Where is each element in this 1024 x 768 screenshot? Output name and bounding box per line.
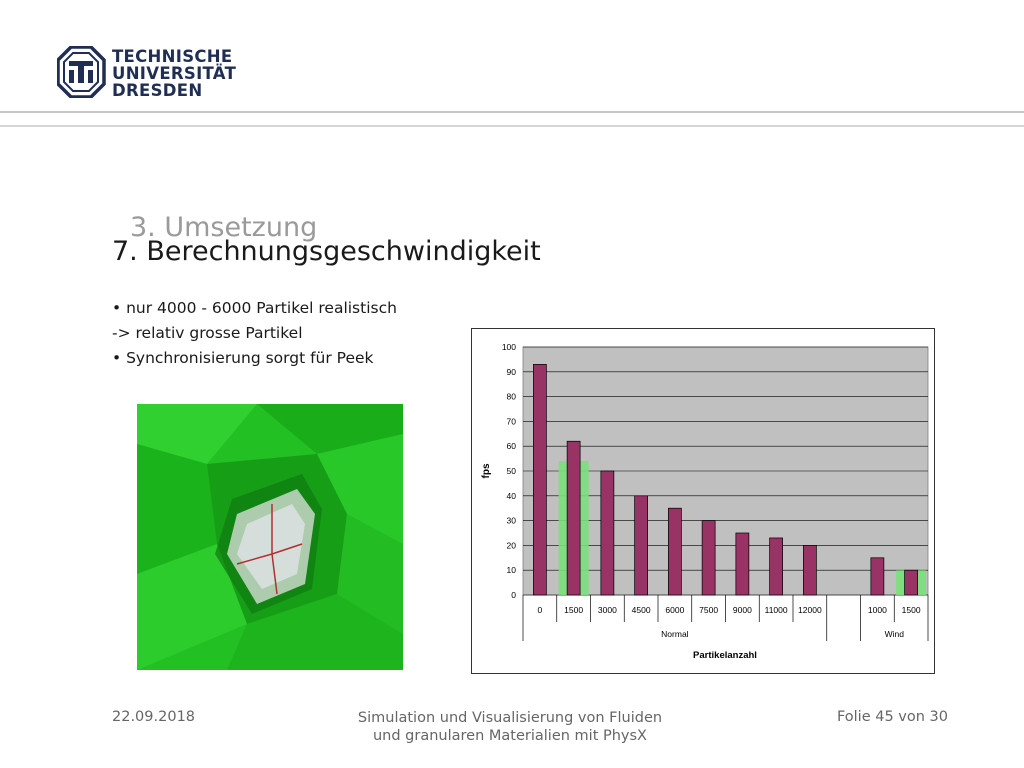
y-tick-label: 100 [501, 342, 516, 352]
footer-title-line-2: und granularen Materialien mit PhysX [372, 728, 647, 744]
x-tick-label: 1500 [564, 605, 584, 615]
bar [668, 508, 681, 595]
bullet-item: -> relativ grosse Partikel [112, 324, 303, 342]
bar [601, 471, 614, 595]
x-group-label: Wind [884, 629, 904, 639]
x-tick-label: 3000 [597, 605, 617, 615]
bar [803, 545, 816, 595]
footer-page-number: Folie 45 von 30 [836, 709, 948, 725]
fps-bar-chart [471, 328, 935, 674]
y-axis-label: fps [481, 463, 492, 479]
bar [533, 364, 546, 595]
x-tick-label: 12000 [798, 605, 822, 615]
bar [567, 441, 580, 595]
bar [871, 558, 884, 595]
y-tick-label: 20 [506, 540, 516, 551]
x-tick-label: 0 [537, 605, 543, 615]
logo-line-1: TECHNISCHE [112, 47, 233, 66]
section-subtitle: 3. Umsetzung [130, 212, 318, 243]
bullet-item: • Synchronisierung sorgt für Peek [112, 349, 374, 367]
y-tick-label: 40 [506, 490, 516, 501]
x-tick-label: 11000 [764, 605, 788, 615]
footer-title [330, 709, 690, 745]
y-tick-label: 0 [511, 590, 516, 600]
y-tick-label: 30 [506, 515, 516, 526]
simulation-render-image [137, 404, 403, 670]
logo-line-3: DRESDEN [112, 81, 203, 100]
bullet-list [112, 296, 397, 371]
x-tick-label: 9000 [732, 605, 752, 615]
logo-wordmark [112, 48, 236, 99]
y-tick-label: 50 [506, 466, 516, 476]
slide-title: 7. Berechnungsgeschwindigkeit [112, 236, 541, 267]
y-tick-label: 60 [506, 441, 516, 452]
footer-date: 22.09.2018 [112, 709, 196, 725]
y-tick-label: 80 [506, 391, 516, 402]
bar [770, 538, 783, 595]
bar [905, 570, 918, 595]
header-divider-top [0, 111, 1024, 113]
x-tick-label: 6000 [665, 605, 685, 615]
y-tick-label: 10 [506, 565, 516, 576]
y-tick-label: 90 [506, 366, 516, 377]
x-axis-label: Partikelanzahl [693, 650, 757, 661]
bar [635, 496, 648, 595]
x-group-label: Normal [661, 629, 689, 639]
bullet-item: • nur 4000 - 6000 Partikel realistisch [112, 299, 397, 317]
bar [702, 521, 715, 595]
header-divider-bottom [0, 125, 1024, 127]
bar [736, 533, 749, 595]
x-tick-label: 7500 [699, 605, 719, 615]
logo-line-2: UNIVERSITÄT [112, 64, 237, 83]
x-tick-label: 1000 [867, 605, 887, 615]
footer-title-line-1: Simulation und Visualisierung von Fluiden [357, 710, 663, 726]
x-tick-label: 4500 [631, 605, 651, 615]
y-tick-label: 70 [506, 416, 516, 427]
x-tick-label: 1500 [901, 605, 921, 615]
